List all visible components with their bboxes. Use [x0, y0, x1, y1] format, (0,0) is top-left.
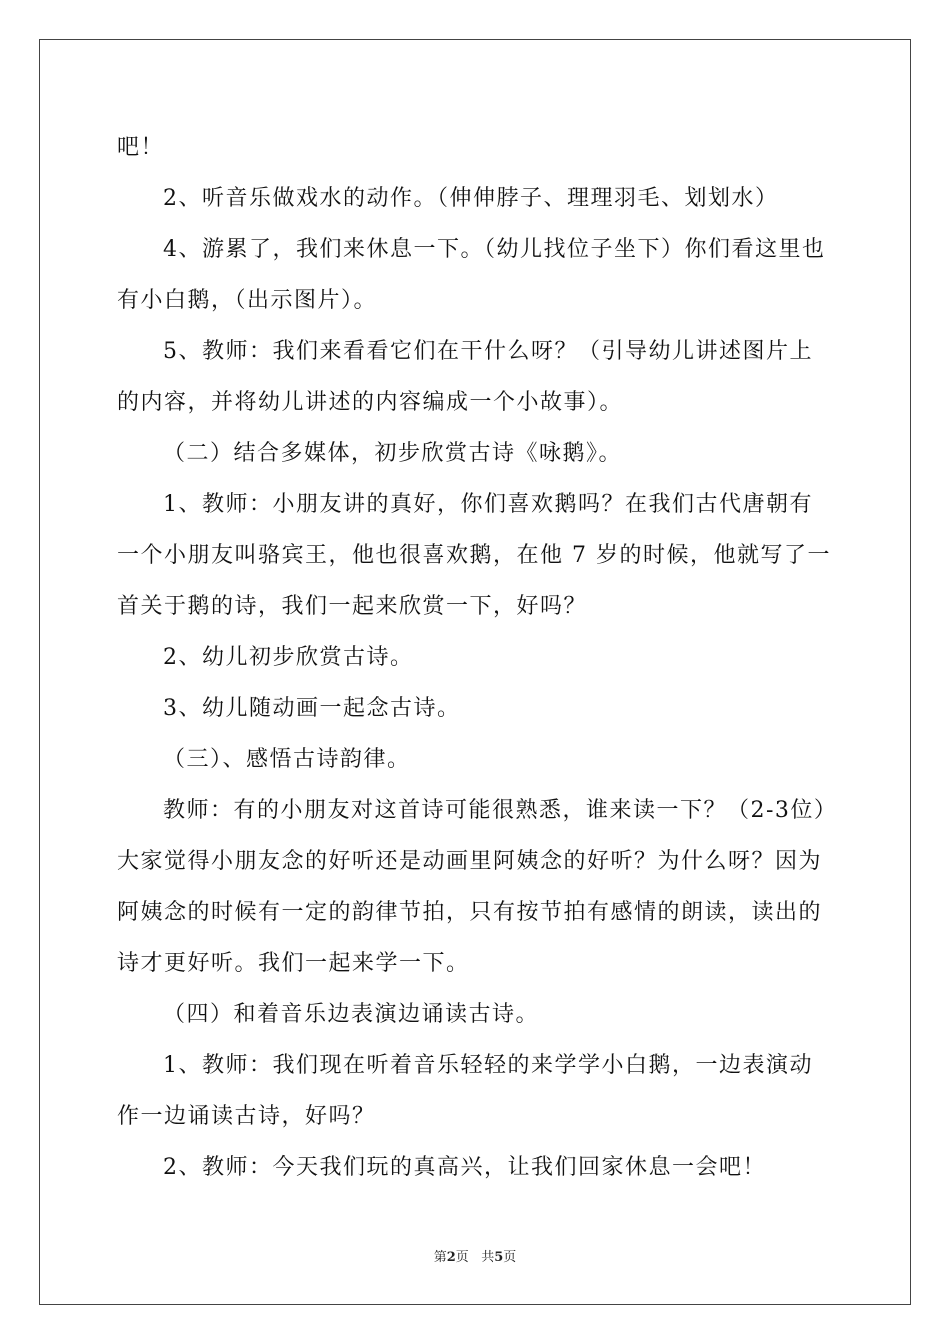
paragraph: 1、教师：我们现在听着音乐轻轻的来学学小白鹅，一边表演动作一边诵读古诗，好吗？	[117, 1053, 813, 1129]
page-footer	[0, 1246, 950, 1265]
footer-page-number: 2	[446, 1250, 456, 1265]
document-body	[117, 122, 835, 1193]
paragraph: 4、游累了，我们来休息一下。（幼儿找位子坐下）你们看这里也有小白鹅，（出示图片）。	[117, 237, 826, 313]
section-heading: （四）和着音乐边表演边诵读古诗。	[163, 1002, 540, 1027]
section-heading: （二）结合多媒体，初步欣赏古诗《咏鹅》。	[163, 441, 623, 466]
paragraph: 2、听音乐做戏水的动作。（伸伸脖子、理理羽毛、划划水）	[163, 186, 779, 211]
paragraph: 1、教师：小朋友讲的真好，你们喜欢鹅吗？在我们古代唐朝有一个小朋友叫骆宾王，他也很喜欢鹅，在他 7 岁的时候，他就写了一首关于鹅的诗，我们一起来欣赏一下，好吗？	[117, 492, 831, 619]
paragraph: 教师：有的小朋友对这首诗可能很熟悉，谁来读一下？（2-3位）大家觉得小朋友念的好听还是动画里阿姨念的好听？为什么呀？因为阿姨念的时候有一定的韵律节拍，只有按节拍有感情的朗读，读出的诗才更好听。我们一起来学一下。	[117, 798, 827, 976]
footer-page-suffix: 页	[455, 1250, 469, 1265]
footer-page-prefix: 第	[433, 1250, 447, 1265]
footer-total-pages: 5	[494, 1250, 504, 1265]
paragraph: 3、幼儿随动画一起念古诗。	[163, 696, 461, 721]
footer-total-prefix: 共	[481, 1250, 495, 1265]
paragraph: 2、教师：今天我们玩的真高兴，让我们回家休息一会吧！	[163, 1155, 766, 1180]
section-heading: （三）、感悟古诗韵律。	[163, 747, 411, 772]
footer-total-suffix: 页	[503, 1250, 517, 1265]
paragraph: 5、教师：我们来看看它们在干什么呀？（引导幼儿讲述图片上的内容，并将幼儿讲述的内容编成一个小故事）。	[117, 339, 813, 415]
paragraph: 吧！	[117, 135, 165, 160]
paragraph: 2、幼儿初步欣赏古诗。	[163, 645, 414, 670]
